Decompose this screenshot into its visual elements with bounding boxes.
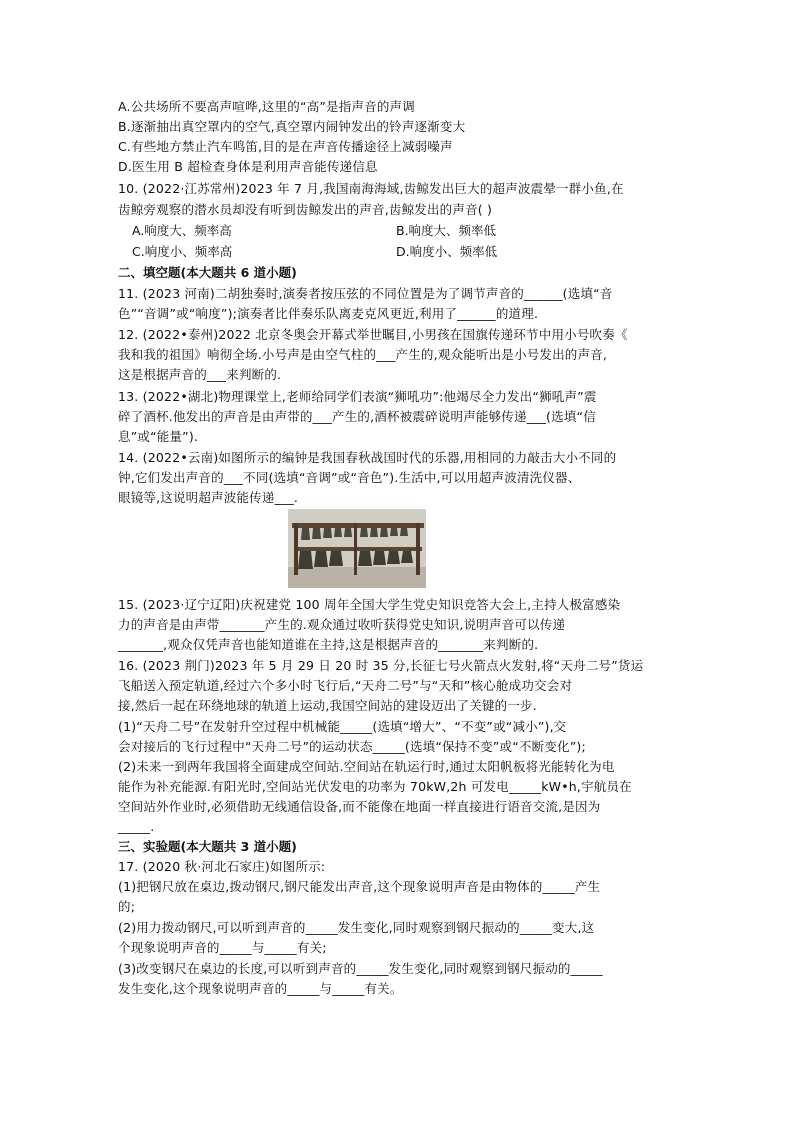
- question-16-part-2-line-4: _____.: [118, 819, 155, 834]
- question-16-part-2-line-2: 能作为补充能源.有阳光时,空间站光伏发电的功率为 70kW,2h 可发电_____kW•h,宇航员在: [118, 779, 632, 794]
- q10-option-c: C.响度小、频率高: [132, 244, 233, 259]
- question-16-line-2: 飞船送入预定轨道,经过六个多小时飞行后,“天舟二号”与“天和”核心舱成功交会对: [118, 678, 573, 693]
- option-c-text: C.有些地方禁止汽车鸣笛,目的是在声音传播途径上减弱噪声: [118, 139, 453, 154]
- question-16-line-3: 接,然后一起在环绕地球的轨道上运动,我国空间站的建设迈出了关键的一步.: [118, 698, 537, 713]
- question-17-line-1: 17. (2020 秋·河北石家庄)如图所示:: [118, 859, 326, 874]
- question-16-part-2-line-3: 空间站外作业时,必须借助无线通信设备,而不能像在地面一样直接进行语音交流,是因为: [118, 799, 601, 814]
- question-12-line-3: 这是根据声音的___来判断的.: [118, 367, 282, 382]
- question-17-part-3-line-2: 发生变化,这个现象说明声音的_____与_____有关。: [118, 981, 403, 996]
- question-10-line-2: 齿鲸旁观察的潜水员却没有听到齿鲸发出的声音,齿鲸发出的声音( ): [118, 202, 493, 217]
- section-3-title: 三、实验题(本大题共 3 道小题): [118, 839, 297, 854]
- question-12-line-2: 我和我的祖国》响彻全场.小号声是由空气柱的___产生的,观众能听出是小号发出的声音,: [118, 347, 608, 362]
- question-13-line-3: 息”或“能量”).: [118, 429, 199, 444]
- question-16-part-1-line-1: (1)“天舟二号”在发射升空过程中机械能_____(选填“增大”、“不变”或“减小”),交: [118, 719, 567, 734]
- question-17-part-2-line-1: (2)用力拨动钢尺,可以听到声音的_____发生变化,同时观察到钢尺振动的_____变大,这: [118, 920, 595, 935]
- question-12-line-1: 12. (2022•泰州)2022 北京冬奥会开幕式举世瞩目,小男孩在国旗传递环节中用小号吹奏《: [118, 327, 628, 342]
- question-16-line-1: 16. (2023 荆门)2023 年 5 月 29 日 20 时 35 分,长征七号火箭点火发射,将“天舟二号”货运: [118, 658, 644, 673]
- bianzhong-illustration: [288, 509, 426, 588]
- bianzhong-bells-image: [288, 509, 426, 588]
- q10-option-d: D.响度小、频率低: [396, 244, 498, 259]
- question-16-part-2-line-1: (2)未来一到两年我国将全面建成空间站.空间站在轨运行时,通过太阳帆板将光能转化为电: [118, 759, 615, 774]
- q10-option-a: A.响度大、频率高: [132, 223, 232, 238]
- question-13-line-1: 13. (2022•湖北)物理课堂上,老师给同学们表演“狮吼功”:他竭尽全力发出“狮吼声”震: [118, 389, 597, 404]
- question-17-part-1-line-2: 的;: [118, 899, 136, 914]
- q10-option-b: B.响度大、频率低: [396, 223, 497, 238]
- question-17-part-1-line-1: (1)把钢尺放在桌边,拨动钢尺,钢尺能发出声音,这个现象说明声音是由物体的_____产生: [118, 879, 601, 894]
- question-16-part-1-line-2: 会对接后的飞行过程中“天舟二号”的运动状态_____(选填“保持不变”或“不断变化”);: [118, 739, 586, 754]
- option-b-text: B.逐渐抽出真空罩内的空气,真空罩内闹钟发出的铃声逐渐变大: [118, 119, 466, 134]
- option-a-text: A.公共场所不要高声喧哗,这里的“高”是指声音的声调: [118, 99, 415, 114]
- question-17-part-2-line-2: 个现象说明声音的_____与_____有关;: [118, 940, 327, 955]
- question-11-line-2: 色”“音调”或“响度”);演奏者比伴奏乐队离麦克风更近,利用了______的道理.: [118, 306, 539, 321]
- question-15-line-2: 力的声音是由声带_______产生的.观众通过收听获得党史知识,说明声音可以传递: [118, 617, 566, 632]
- question-14-line-2: 钟,它们发出声音的___不同(选填“音调”或“音色”).生活中,可以用超声波清洗仪器、: [118, 470, 581, 485]
- question-13-line-2: 碎了酒杯.他发出的声音是由声带的___产生的,酒杯被震碎说明声能够传递___(选填“信: [118, 409, 596, 424]
- question-14-line-3: 眼镜等,这说明超声波能传递___.: [118, 490, 299, 505]
- question-14-line-1: 14. (2022•云南)如图所示的编钟是我国春秋战国时代的乐器,用相同的力敲击大小不同的: [118, 450, 617, 465]
- question-11-line-1: 11. (2023 河南)二胡独奏时,演奏者按压弦的不同位置是为了调节声音的______(选填“音: [118, 286, 613, 301]
- question-15-line-1: 15. (2023·辽宁辽阳)庆祝建党 100 周年全国大学生党史知识竞答大会上,主持人极富感染: [118, 597, 621, 612]
- question-15-line-3: _______,观众仅凭声音也能知道谁在主持,这是根据声音的_______来判断的.: [118, 637, 539, 652]
- option-d-text: D.医生用 B 超检查身体是利用声音能传递信息: [118, 159, 378, 174]
- question-10-line-1: 10. (2022·江苏常州)2023 年 7 月,我国南海海域,齿鲸发出巨大的超声波震晕一群小鱼,在: [118, 181, 624, 196]
- question-17-part-3-line-1: (3)改变钢尺在桌边的长度,可以听到声音的_____发生变化,同时观察到钢尺振动的_____: [118, 961, 603, 976]
- section-2-title: 二、填空题(本大题共 6 道小题): [118, 265, 297, 280]
